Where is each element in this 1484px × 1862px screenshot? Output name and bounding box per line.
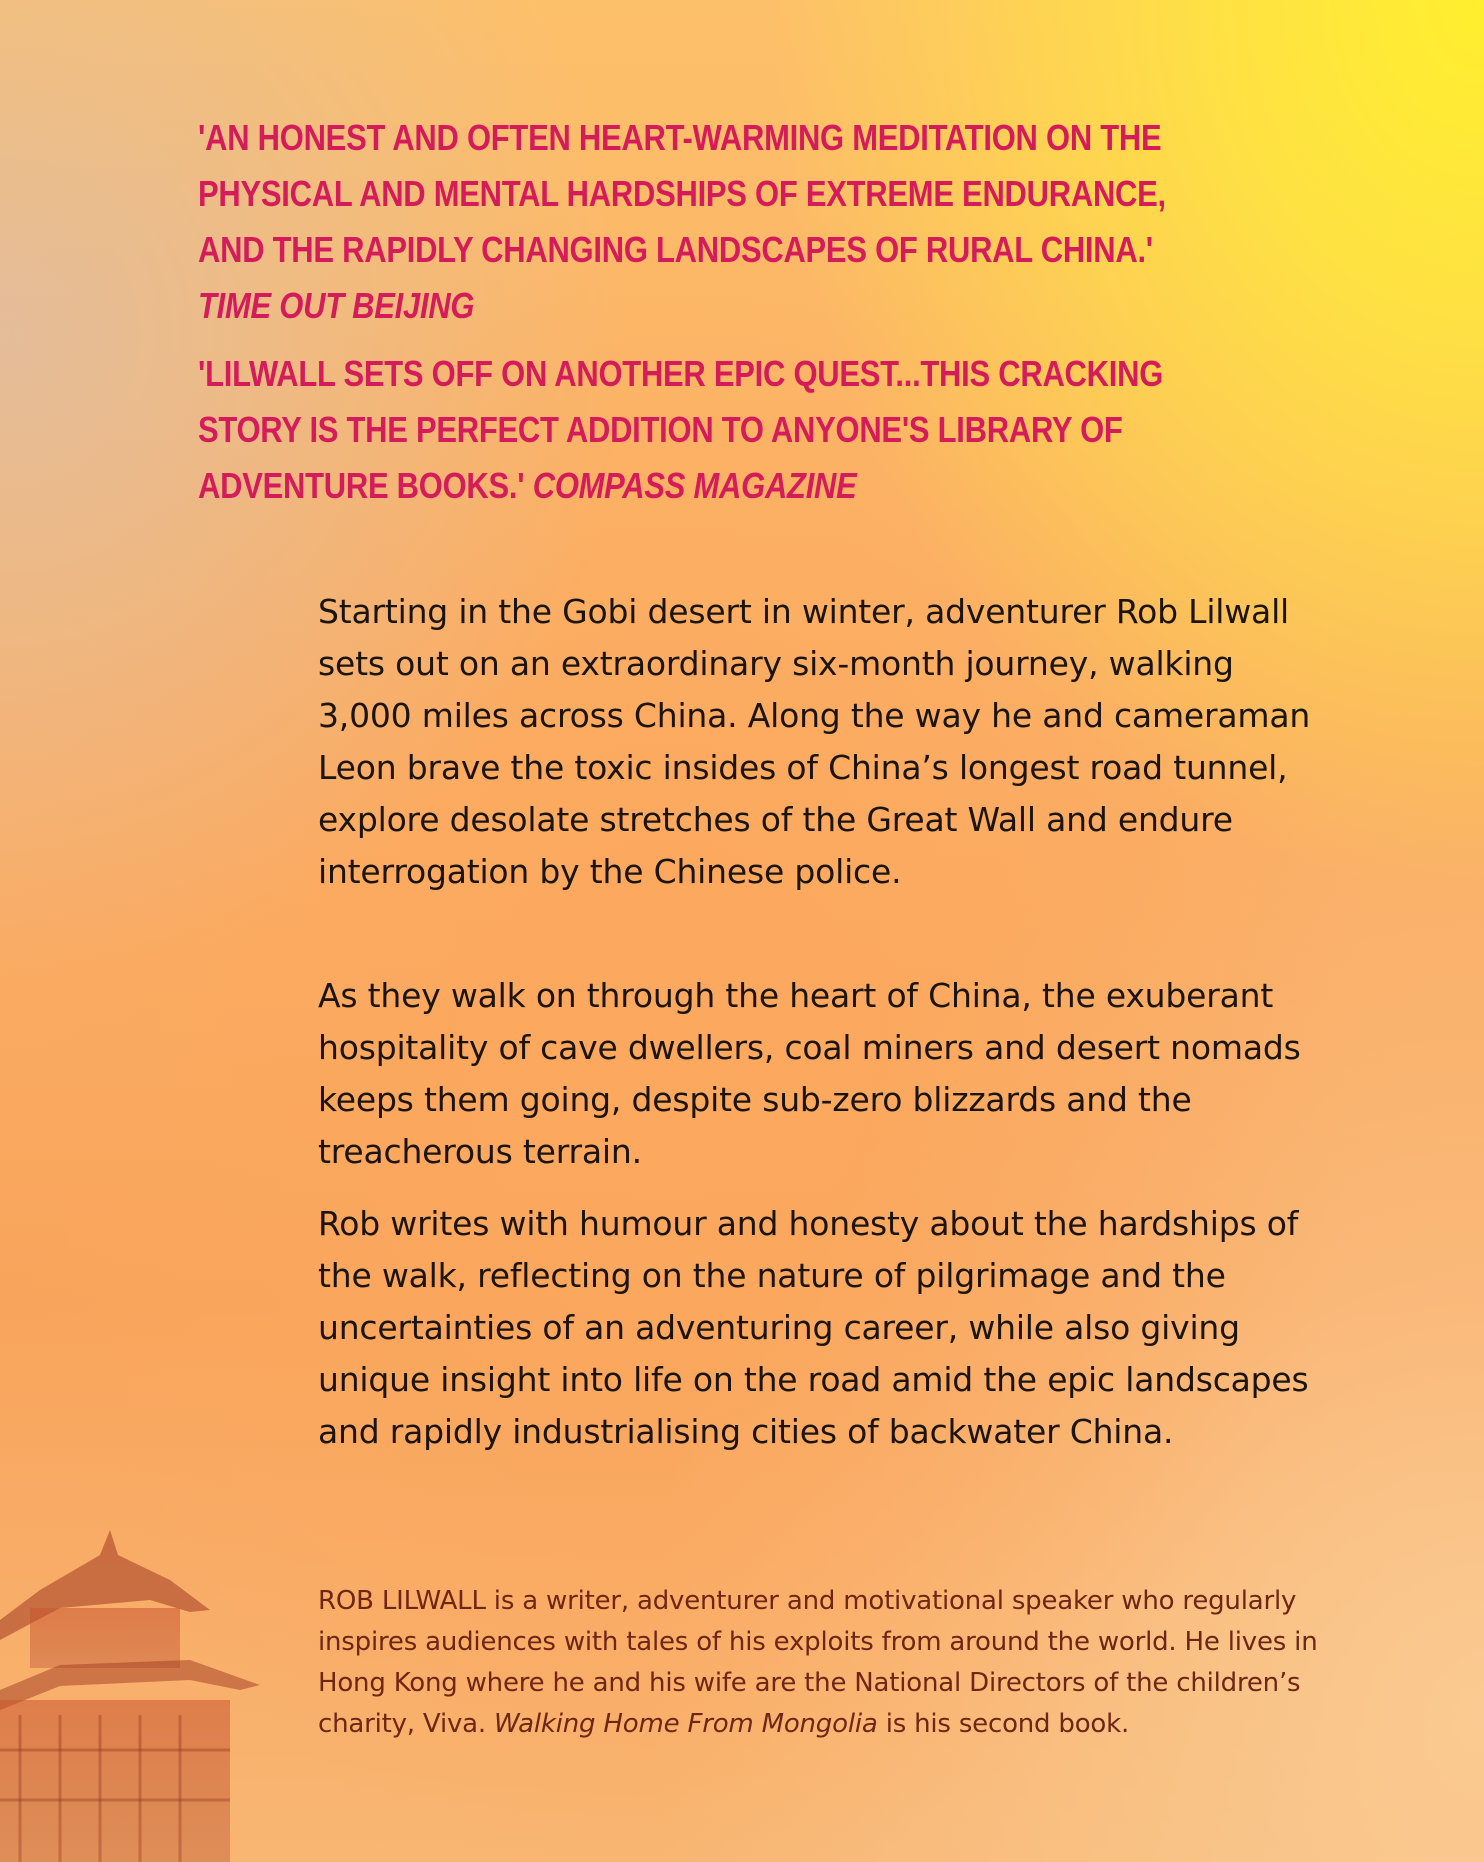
blurb-paragraph-1: Starting in the Gobi desert in winter, adventurer Rob Lilwall sets out on an extraordinary six-month journey, walking 3,000 miles across China. Along the way he and cameraman Leon brave the toxic insides of China’s longest road tunnel, explore desolate stretches of the Great Wall and endure interrogation by the Chinese police. (318, 592, 1311, 891)
author-bio-text: ROB LILWALL is a writer, adventurer and motivational speaker who regularly inspires audiences with tales of his exploits from around the world. He lives in Hong Kong where he and his wife are the National Directors of the children’s charity, Viva. (318, 1586, 1318, 1739)
quote-text: 'AN HONEST AND OFTEN HEART-WARMING MEDITATION ON THE PHYSICAL AND MENTAL HARDSHIPS OF EXTREME ENDURANCE, AND THE RAPIDLY CHANGING LANDSCAPES OF RURAL CHINA.' (198, 117, 1166, 270)
blurb-paragraph-2: As they walk on through the heart of China, the exuberant hospitality of cave dwellers, coal miners and desert nomads keeps them going, despite sub-zero blizzards and the treacherous terrain. (318, 976, 1301, 1171)
book-title: Walking Home From Mongolia (494, 1709, 878, 1739)
pagoda-illustration (0, 1500, 300, 1862)
quote-source: COMPASS MAGAZINE (532, 465, 857, 506)
review-quote-compass (198, 346, 1213, 514)
review-quote-time-out (198, 110, 1213, 334)
author-bio (318, 1581, 1358, 1745)
quote-text: 'LILWALL SETS OFF ON ANOTHER EPIC QUEST...THIS CRACKING STORY IS THE PERFECT ADDITION TO ANYONE'S LIBRARY OF ADVENTURE BOOKS.' (198, 353, 1164, 506)
blurb-paragraph-3: Rob writes with humour and honesty about the hardships of the walk, reflecting on the nature of pilgrimage and the uncertainties of an adventuring career, while also giving unique insight into life on the road amid the epic landscapes and rapidly industrialising cities of backwater China. (318, 1204, 1309, 1451)
quote-source: TIME OUT BEIJING (198, 285, 475, 326)
author-bio-suffix: is his second book. (885, 1709, 1130, 1739)
